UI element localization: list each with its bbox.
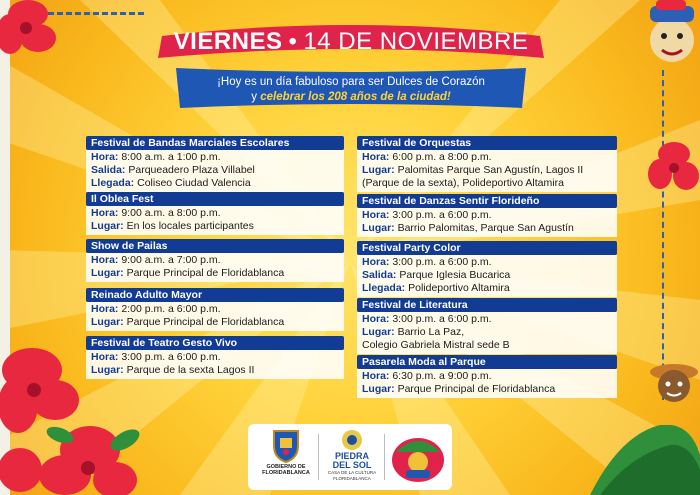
hill-decoration bbox=[590, 425, 700, 495]
detail-value: 3:00 p.m. a 6:00 p.m. bbox=[121, 351, 221, 363]
subtitle-ribbon bbox=[172, 66, 530, 110]
event-title: Festival de Teatro Gesto Vivo bbox=[86, 336, 344, 350]
detail-label: Lugar: bbox=[91, 267, 124, 279]
event-details bbox=[357, 150, 617, 192]
sponsor-logos bbox=[248, 424, 452, 490]
logo-divider bbox=[384, 434, 385, 480]
detail-value: 2:00 p.m. a 6:00 p.m. bbox=[121, 303, 221, 315]
event-details bbox=[86, 302, 344, 331]
detail-value: Parque de la sexta Lagos II bbox=[126, 364, 255, 376]
detail-value: Parqueadero Plaza Villabel bbox=[128, 164, 255, 176]
event-details bbox=[357, 312, 617, 354]
piedra-del-sol-logo bbox=[324, 428, 380, 488]
event-card bbox=[357, 298, 617, 354]
detail-label: Hora: bbox=[91, 351, 119, 363]
banner-day: VIERNES bbox=[173, 28, 283, 55]
detail-value: 3:00 p.m. a 6:00 p.m. bbox=[392, 256, 492, 268]
event-title: Festival de Bandas Marciales Escolares bbox=[86, 136, 344, 150]
detail-label: Lugar: bbox=[362, 164, 395, 176]
detail-label: Hora: bbox=[91, 151, 119, 163]
detail-label: Lugar: bbox=[362, 222, 395, 234]
subtitle-line-2 bbox=[172, 91, 530, 103]
detail-value: Barrio Palomitas, Parque San Agustín bbox=[397, 222, 574, 234]
detail-value: 6:00 p.m. a 8:00 p.m. bbox=[392, 151, 492, 163]
detail-value: Polideportivo Altamira bbox=[408, 282, 510, 294]
gobierno-floridablanca-logo bbox=[258, 428, 314, 488]
detail-value: 8:00 a.m. a 1:00 p.m. bbox=[121, 151, 221, 163]
logo2-line2: DEL SOL bbox=[332, 460, 372, 470]
detail-label: Llegada: bbox=[91, 177, 135, 189]
detail-label: Llegada: bbox=[362, 282, 406, 294]
event-details bbox=[357, 255, 617, 297]
event-card bbox=[86, 136, 344, 192]
logo2-line3: CASA DE LA CULTURA bbox=[327, 470, 377, 475]
event-card bbox=[357, 136, 617, 192]
event-title: Festival de Literatura bbox=[357, 298, 617, 312]
detail-label: Lugar: bbox=[91, 316, 124, 328]
subtitle-highlight: celebrar los 208 años de la ciudad! bbox=[260, 91, 451, 103]
detail-label: Hora: bbox=[362, 370, 390, 382]
sun-stone-icon bbox=[340, 428, 364, 452]
event-title: Festival de Orquestas bbox=[357, 136, 617, 150]
detail-label: Salida: bbox=[362, 269, 397, 281]
date-banner bbox=[152, 18, 550, 66]
detail-label: Hora: bbox=[91, 303, 119, 315]
event-title: Festival de Danzas Sentir Florideño bbox=[357, 194, 617, 208]
event-card bbox=[86, 336, 344, 379]
event-title: Pasarela Moda al Parque bbox=[357, 355, 617, 369]
detail-label: Hora: bbox=[362, 313, 390, 325]
event-details bbox=[357, 208, 617, 237]
coat-of-arms-icon bbox=[271, 428, 301, 464]
hibiscus-flower-icon bbox=[648, 140, 700, 200]
event-title: Reinado Adulto Mayor bbox=[86, 288, 344, 302]
detail-label: Hora: bbox=[362, 209, 390, 221]
detail-value: En los locales participantes bbox=[126, 220, 254, 232]
logo2-line1: PIEDRA bbox=[334, 451, 369, 461]
detail-value: Parque Iglesia Bucarica bbox=[399, 269, 511, 281]
banner-date: 14 DE NOVIEMBRE bbox=[303, 28, 529, 55]
event-card bbox=[86, 239, 344, 282]
detail-value: Barrio La Paz, bbox=[397, 326, 465, 338]
festival-logo-icon bbox=[388, 430, 448, 486]
mascot-icon bbox=[636, 0, 700, 75]
detail-value: Coliseo Ciudad Valencia bbox=[137, 177, 251, 189]
subtitle-line-1: ¡Hoy es un día fabuloso para ser Dulces de Corazón bbox=[217, 76, 485, 88]
event-details bbox=[86, 206, 344, 235]
subtitle-line-2-prefix: y bbox=[251, 91, 258, 103]
logo1-line2: FLORIDABLANCA bbox=[262, 470, 310, 476]
mascot-icon bbox=[648, 360, 700, 405]
detail-label: Lugar: bbox=[91, 220, 124, 232]
event-title: Festival Party Color bbox=[357, 241, 617, 255]
banner-separator: • bbox=[288, 28, 298, 55]
event-card bbox=[86, 288, 344, 331]
event-details bbox=[86, 350, 344, 379]
event-card bbox=[357, 355, 617, 398]
detail-value: 9:00 a.m. a 7:00 p.m. bbox=[121, 254, 221, 266]
detail-label: Hora: bbox=[91, 207, 119, 219]
detail-value: Parque Principal de Floridablanca bbox=[126, 267, 285, 279]
detail-value: 3:00 p.m. a 6:00 p.m. bbox=[392, 209, 492, 221]
detail-label: Lugar: bbox=[91, 364, 124, 376]
event-card bbox=[357, 241, 617, 297]
logo-divider bbox=[318, 434, 319, 480]
logo2-line4: FLORIDABLANCA bbox=[333, 476, 371, 481]
detail-value: Palomitas Parque San Agustín, Lagos II bbox=[397, 164, 584, 176]
event-title: Show de Pailas bbox=[86, 239, 344, 253]
detail-value: (Parque de la sexta), Polideportivo Altamira bbox=[362, 177, 564, 189]
detail-value: 9:00 a.m. a 8:00 p.m. bbox=[121, 207, 221, 219]
detail-label: Hora: bbox=[362, 151, 390, 163]
detail-label: Salida: bbox=[91, 164, 126, 176]
event-card bbox=[357, 194, 617, 237]
logo1-line1: GOBIERNO DE bbox=[266, 464, 306, 470]
event-card bbox=[86, 192, 344, 235]
detail-value: 3:00 p.m. a 6:00 p.m. bbox=[392, 313, 492, 325]
event-title: Il Oblea Fest bbox=[86, 192, 344, 206]
event-details bbox=[357, 369, 617, 398]
detail-value: Colegio Gabriela Mistral sede B bbox=[362, 339, 510, 351]
detail-label: Hora: bbox=[91, 254, 119, 266]
hibiscus-flower-icon bbox=[0, 0, 70, 70]
detail-label: Hora: bbox=[362, 256, 390, 268]
event-details bbox=[86, 253, 344, 282]
detail-label: Lugar: bbox=[362, 383, 395, 395]
detail-value: 6:30 p.m. a 9:00 p.m. bbox=[392, 370, 492, 382]
detail-label: Lugar: bbox=[362, 326, 395, 338]
decorative-dashed-line bbox=[662, 70, 664, 400]
event-details bbox=[86, 150, 344, 192]
detail-value: Parque Principal de Floridablanca bbox=[397, 383, 556, 395]
detail-value: Parque Principal de Floridablanca bbox=[126, 316, 285, 328]
